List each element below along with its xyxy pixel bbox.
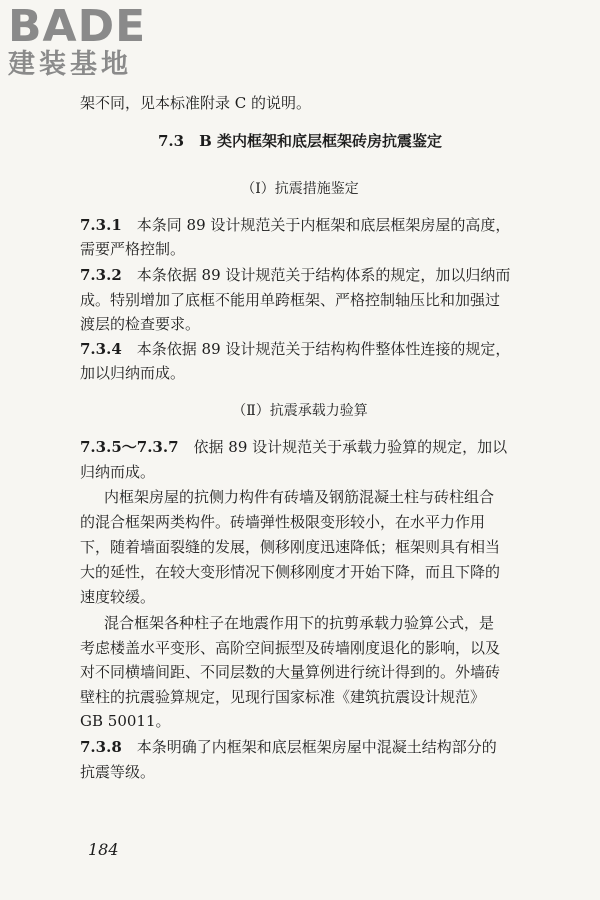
clause-7-3-1-line-2: 需要严格控制。 (80, 240, 186, 258)
continuation-text: 架不同，见本标准附录 C 的说明。 (80, 94, 312, 112)
logo (8, 1, 178, 80)
paragraph-2-line-3: 对不同横墙间距、不同层数的大量算例进行统计得到的。外墙砖 (80, 663, 501, 681)
clause-number: 7.3.8 (80, 738, 122, 756)
logo-subtitle: 建装基地 (8, 49, 132, 80)
clause-number: 7.3.4 (80, 340, 122, 358)
clause-text: 依据 89 设计规范关于承载力验算的规定，加以 (193, 438, 508, 456)
paragraph-1-line-4: 大的延性，在较大变形情况下侧移刚度才开始下降，而且下降的 (80, 563, 501, 581)
paragraph-1-line-3: 下，随着墙面裂缝的发展，侧移刚度迅速降低；框架则具有相当 (80, 538, 501, 556)
paragraph-1-line-5: 速度较缓。 (80, 588, 156, 606)
paragraph-2-line-5: GB 50011。 (80, 712, 171, 730)
paragraph-1-line-2: 的混合框架两类构件。砖墙弹性极限变形较小，在水平力作用 (80, 513, 486, 531)
clause-7-3-8-line-2: 抗震等级。 (80, 763, 156, 781)
clause-text: 本条同 89 设计规范关于内框架和底层框架房屋的高度， (136, 216, 511, 234)
subheading-measures: （Ⅰ）抗震措施鉴定 (241, 181, 359, 197)
clause-7-3-4-line-1 (80, 338, 510, 359)
clause-7-3-1-line-1 (80, 214, 510, 235)
clause-7-3-2-line-1 (80, 264, 510, 285)
clause-text: 本条依据 89 设计规范关于结构构件整体性连接的规定， (136, 340, 511, 358)
clause-number: 7.3.5～7.3.7 (80, 438, 179, 456)
page-number: 184 (88, 840, 119, 859)
clause-text: 本条依据 89 设计规范关于结构体系的规定，加以归纳而 (136, 266, 511, 284)
clause-text: 本条明确了内框架和底层框架房屋中混凝土结构部分的 (136, 738, 497, 756)
clause-7-3-2-line-3: 渡层的检查要求。 (80, 315, 201, 333)
clause-7-3-5-line-2: 归纳而成。 (80, 463, 156, 481)
section-title: 7.3 B 类内框架和底层框架砖房抗震鉴定 (158, 132, 442, 150)
paragraph-1-line-1: 内框架房屋的抗侧力构件有砖墙及钢筋混凝土柱与砖柱组合 (104, 488, 495, 506)
paragraph-2-line-2: 考虑楼盖水平变形、高阶空间振型及砖墙刚度退化的影响，以及 (80, 639, 501, 657)
clause-number: 7.3.2 (80, 266, 122, 284)
paragraph-2-line-4: 壁柱的抗震验算规定，见现行国家标准《建筑抗震设计规范》 (80, 688, 486, 706)
subheading-verification: （Ⅱ）抗震承载力验算 (232, 403, 368, 419)
clause-number: 7.3.1 (80, 216, 122, 234)
clause-7-3-5-line-1 (80, 436, 507, 457)
logo-mark: BADE (8, 1, 147, 52)
clause-7-3-4-line-2: 加以归纳而成。 (80, 364, 186, 382)
clause-7-3-8-line-1 (80, 736, 497, 757)
clause-7-3-2-line-2: 成。特别增加了底框不能用单跨框架、严格控制轴压比和加强过 (80, 291, 501, 309)
paragraph-2-line-1: 混合框架各种柱子在地震作用下的抗剪承载力验算公式，是 (104, 614, 495, 632)
